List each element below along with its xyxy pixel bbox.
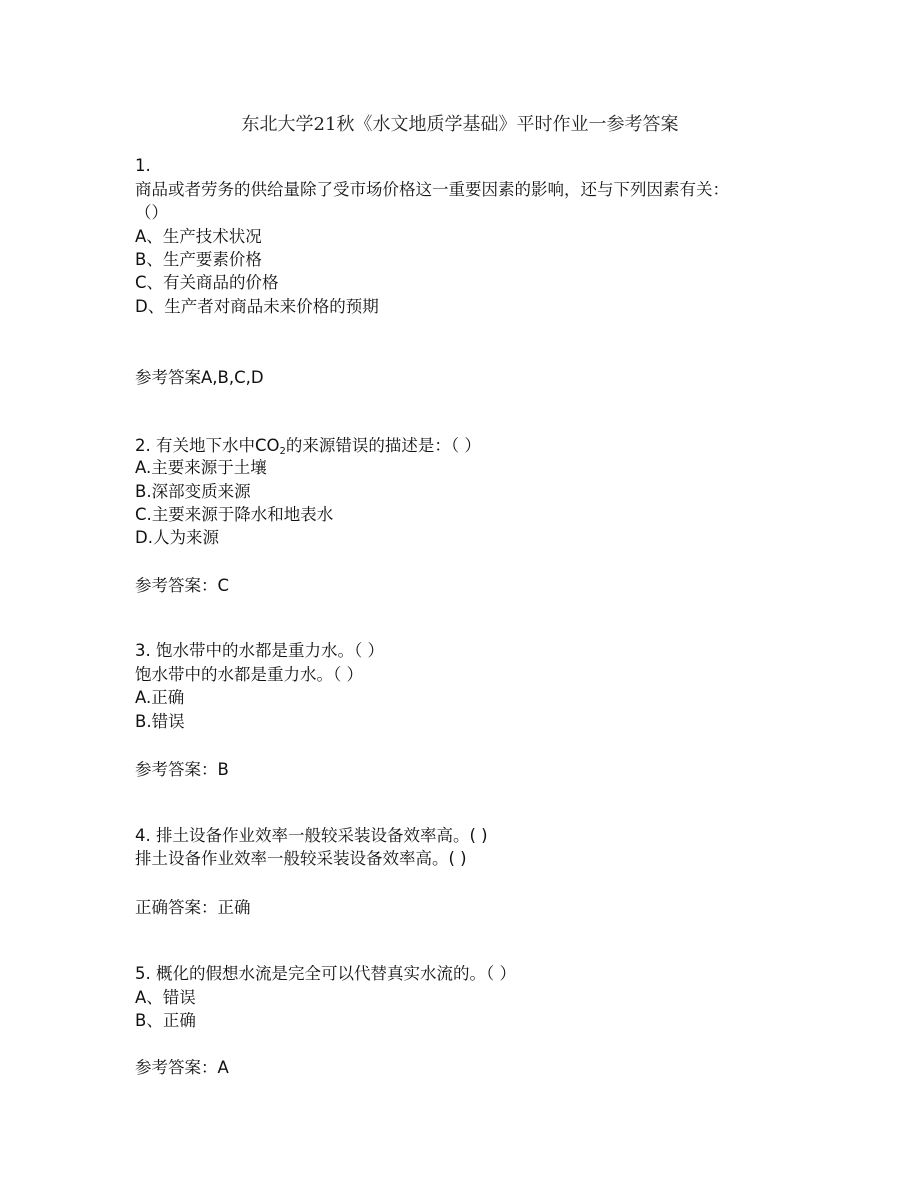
question-stem-repeat: 饱水带中的水都是重力水。（ ） — [135, 665, 363, 684]
option-a: A、生产技术状况 — [135, 227, 262, 246]
answer: 正确答案：正确 — [135, 898, 251, 917]
stem-subscript: 2 — [279, 446, 286, 457]
question-stem: 3. 饱水带中的水都是重力水。（ ） — [135, 641, 384, 660]
question-stem — [135, 436, 481, 456]
question-stem: 商品或者劳务的供给量除了受市场价格这一重要因素的影响，还与下列因素有关： — [135, 180, 729, 199]
answer: 参考答案：C — [135, 576, 230, 595]
option-b: B.错误 — [135, 712, 185, 731]
option-b: B.深部变质来源 — [135, 482, 251, 501]
answer: 参考答案：A — [135, 1058, 229, 1077]
option-c: C.主要来源于降水和地表水 — [135, 505, 334, 524]
question-stem: 5. 概化的假想水流是完全可以代替真实水流的。（ ） — [135, 964, 516, 983]
answer: 参考答案：B — [135, 760, 229, 779]
option-d: D.人为来源 — [135, 528, 219, 547]
question-stem: 4. 排土设备作业效率一般较采装设备效率高。( ) — [135, 826, 488, 845]
question-number: 1. — [135, 156, 151, 175]
stem-pre: 2. 有关地下水中CO — [135, 436, 280, 455]
option-c: C、有关商品的价格 — [135, 273, 279, 292]
answer: 参考答案A,B,C,D — [135, 368, 264, 387]
option-d: D、生产者对商品未来价格的预期 — [135, 297, 379, 316]
option-b: B、生产要素价格 — [135, 250, 262, 269]
option-b: B、正确 — [135, 1011, 196, 1030]
stem-post: 的来源错误的描述是：（ ） — [285, 436, 481, 455]
question-stem-repeat: 排土设备作业效率一般较采装设备效率高。( ) — [135, 849, 467, 868]
question-stem-continued: （） — [135, 203, 168, 222]
document-title: 东北大学21秋《水文地质学基础》平时作业一参考答案 — [241, 114, 679, 135]
option-a: A.主要来源于土壤 — [135, 458, 267, 477]
option-a: A、错误 — [135, 988, 196, 1007]
option-a: A.正确 — [135, 688, 185, 707]
